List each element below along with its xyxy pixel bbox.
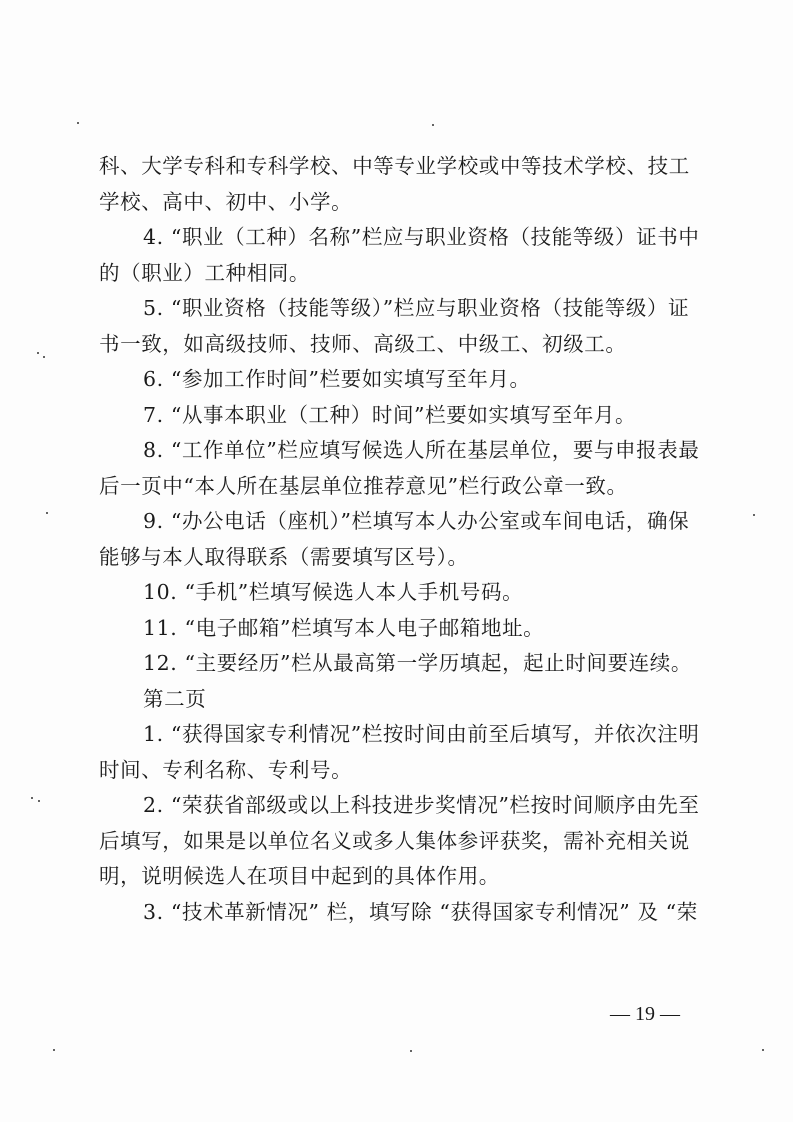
- text-line: 书一致，如高级技师、技师、高级工、中级工、初级工。: [99, 331, 627, 356]
- text-line: 3. “技术革新情况” 栏，填写除 “获得国家专利情况” 及 “荣: [143, 899, 698, 924]
- scan-speck: [38, 800, 40, 802]
- scan-speck: [31, 797, 33, 799]
- text-line: 9. “办公电话（座机）”栏填写本人办公室或车间电话，确保: [143, 509, 690, 533]
- text-line: 的（职业）工种相同。: [99, 260, 310, 285]
- text-line: 6. “参加工作时间”栏要如实填写至年月。: [143, 367, 531, 391]
- text-line: 2. “荣获省部级或以上科技进步奖情况”栏按时间顺序由先至: [143, 793, 700, 817]
- text-line: 11. “电子邮箱”栏填写本人电子邮箱地址。: [143, 615, 545, 640]
- text-line: 时间、专利名称、专利号。: [99, 757, 353, 782]
- scan-speck: [432, 124, 434, 126]
- body-text: [99, 149, 704, 930]
- text-line: 8. “工作单位”栏应填写候选人所在基层单位，要与申报表最: [143, 438, 700, 462]
- scan-speck: [53, 1049, 55, 1051]
- section-heading: 第二页: [143, 686, 207, 711]
- text-line: 后一页中“本人所在基层单位推荐意见”栏行政公章一致。: [99, 473, 628, 498]
- text-line: 5. “职业资格（技能等级）”栏应与职业资格（技能等级）证: [143, 296, 690, 320]
- text-line: 4. “职业（工种）名称”栏应与职业资格（技能等级）证书中: [143, 225, 700, 249]
- text-line: 科、大学专科和专科学校、中等专业学校或中等技术学校、技工: [99, 154, 690, 178]
- text-line: 10. “手机”栏填写候选人本人手机号码。: [143, 580, 524, 604]
- text-line: 明，说明候选人在项目中起到的具体作用。: [99, 864, 500, 888]
- scan-speck: [43, 356, 45, 358]
- text-line: 能够与本人取得联系（需要填写区号）。: [99, 544, 469, 569]
- scan-speck: [77, 122, 79, 124]
- page-number: — 19 —: [610, 1003, 680, 1025]
- scan-speck: [46, 512, 48, 514]
- scan-speck: [753, 514, 755, 516]
- text-line: 1. “获得国家专利情况”栏按时间由前至后填写，并依次注明: [143, 722, 700, 746]
- scan-speck: [37, 352, 39, 354]
- scan-speck: [410, 1050, 412, 1052]
- text-line: 7. “从事本职业（工种）时间”栏要如实填写至年月。: [143, 402, 637, 427]
- text-line: 后填写，如果是以单位名义或多人集体参评获奖，需补充相关说: [99, 828, 690, 853]
- text-line: 12. “主要经历”栏从最高第一学历填起，起止时间要连续。: [143, 651, 692, 675]
- text-line: 学校、高中、初中、小学。: [99, 189, 353, 214]
- scan-speck: [762, 1049, 764, 1051]
